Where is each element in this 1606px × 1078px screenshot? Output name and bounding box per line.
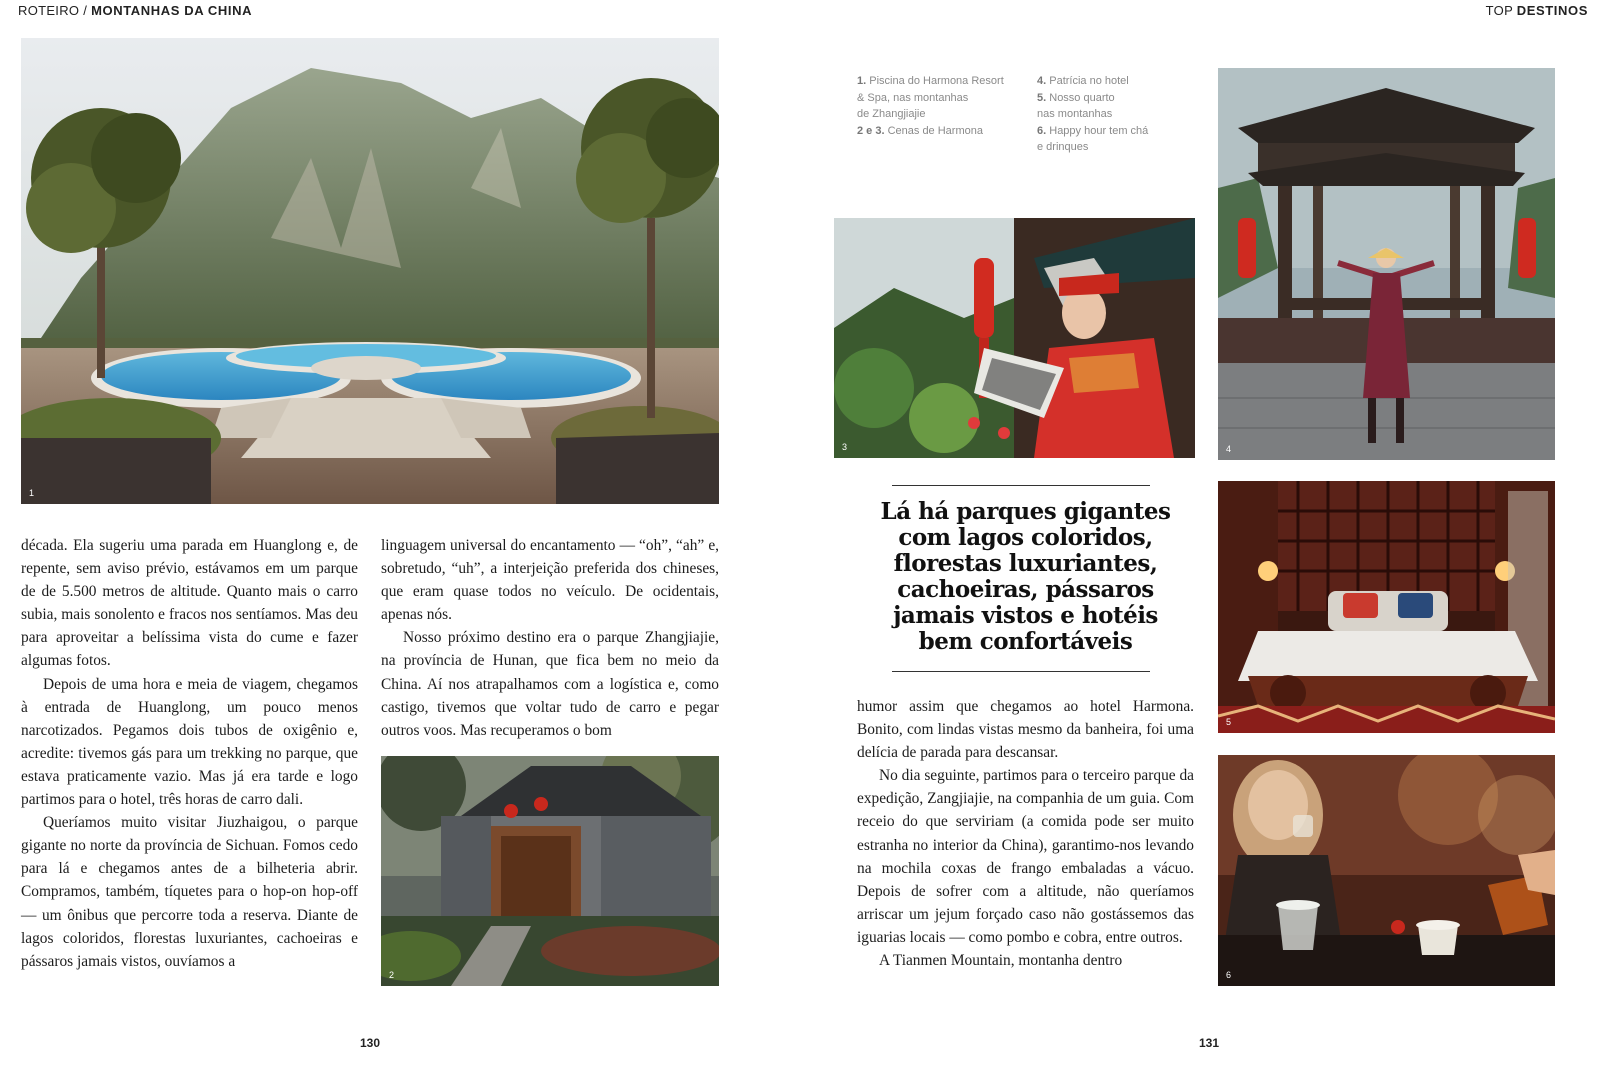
caption-1-line-2: & Spa, nas montanhas [857, 91, 969, 104]
caption-1-line-3: de Zhangjiajie [857, 108, 926, 120]
reading-illustration [834, 218, 1195, 458]
paragraph: humor assim que chegamos ao hotel Harmona. Bonito, com lindas vistas mesmo da banheira, foi uma delícia de parada para descansar. [857, 698, 1194, 762]
photo-tea-drinks [1218, 755, 1555, 986]
photo-number: 1 [29, 488, 35, 498]
paragraph: No dia seguinte, partimos para o terceiro parque da expedição, Zangjiajie, na companhia de um guia. Com receio do que serviriam (a comida pode ser muito estranha no interior da China), garantimo-nos levando na mochila coxas de frango embaladas a vácuo. Depois de sofrer com a altitude, não queríamos arriscar um jejum forçado caso não gostássemos das iguarias locais — como pombo e cobra, entre outros. [857, 767, 1194, 946]
pull-quote-line: florestas luxuriantes, [893, 550, 1158, 577]
pull-quote-line: com lagos coloridos, [898, 524, 1153, 551]
photo-number: 5 [1226, 717, 1232, 727]
caption-4: 4. Patrícia no hotel [1037, 75, 1129, 87]
section-header-right [1486, 3, 1588, 18]
photo-pool [21, 38, 719, 504]
quote-top-rule [892, 485, 1150, 486]
photo-woman-pavilion [1218, 68, 1555, 460]
section-title: MONTANHAS DA CHINA [91, 3, 253, 18]
article-column-3 [857, 695, 1194, 972]
pavilion-illustration [1218, 68, 1555, 460]
section-label: TOP [1485, 3, 1517, 18]
paragraph: Nosso próximo destino era o parque Zhangjiajie, na província de Hunan, que fica bem no meio da China. Aí nos atrapalhamos com a logística e, como castigo, tivemos que voltar tudo de carro e pegar outros voos. Mas recuperamos o bom [381, 629, 719, 739]
paragraph: década. Ela sugeriu uma parada em Huanglong e, de repente, sem aviso prévio, estávamos em um parque de de 5.500 metros de altitude. Quanto mais o carro subia, mais sonolento e fracos nos sentíamos. Mas deu para aproveitar a belíssima vista do cume e fazer algumas fotos. [21, 537, 358, 670]
article-column-2 [381, 534, 719, 742]
section-label: ROTEIRO / [18, 3, 92, 18]
article-column-1 [21, 534, 358, 973]
caption-5-line-2: nas montanhas [1037, 108, 1113, 120]
photo-number: 2 [389, 970, 395, 980]
tea-illustration [1218, 755, 1555, 986]
photo-bedroom [1218, 481, 1555, 733]
photo-number: 6 [1226, 970, 1232, 980]
caption-6-line-2: e drinques [1037, 141, 1089, 153]
pull-quote [857, 499, 1194, 655]
section-title: DESTINOS [1516, 3, 1588, 18]
photo-stone-building [381, 756, 719, 986]
caption-1: 1. Piscina do Harmona Resort [857, 75, 1004, 87]
pull-quote-line: Lá há parques gigantes [880, 498, 1171, 525]
caption-5: 5. Nosso quarto [1037, 91, 1115, 104]
pull-quote-line: bem confortáveis [918, 628, 1133, 655]
bedroom-illustration [1218, 481, 1555, 733]
photo-number: 3 [842, 442, 848, 452]
paragraph: A Tianmen Mountain, montanha dentro [879, 952, 1123, 970]
caption-6: 6. Happy hour tem chá [1037, 124, 1149, 137]
paragraph: Queríamos muito visitar Jiuzhaigou, o parque gigante no norte da província de Sichuan. Fomos cedo para lá e chegamos antes de a bilheteria abrir. Compramos, também, tíquetes para o hop-on hop-off — um ônibus que percorre toda a reserva. Diante de lagos coloridos, florestas luxuriantes, cachoeiras e pássaros jamais vistos, ouvíamos a [21, 814, 358, 970]
page-number-right: 131 [1199, 1036, 1220, 1050]
quote-bottom-rule [892, 671, 1150, 672]
building-illustration [381, 756, 719, 986]
photo-woman-reading [834, 218, 1195, 458]
photo-captions-column-1 [857, 73, 1027, 139]
pull-quote-line: cachoeiras, pássaros [897, 576, 1154, 603]
paragraph: linguagem universal do encantamento — “oh”, “ah” e, sobretudo, “uh”, a interjeição preferida dos chineses, que eram quase todos no veículo. De ocidentais, apenas nós. [381, 537, 719, 624]
section-header-left [18, 3, 252, 18]
caption-2-3: 2 e 3. Cenas de Harmona [857, 124, 983, 137]
photo-number: 4 [1226, 444, 1232, 454]
pull-quote-line: jamais vistos e hotéis [893, 602, 1158, 629]
pool-illustration [21, 38, 719, 504]
photo-captions-column-2 [1037, 73, 1197, 156]
page-number-left: 130 [360, 1036, 381, 1050]
paragraph: Depois de uma hora e meia de viagem, chegamos à entrada de Huanglong, um pouco menos narcotizados. Pegamos dois tubos de oxigênio e, acredite: tivemos gás para um trekking no parque, que estava praticamente vazio. Mas já era tarde e logo partimos para o hotel, três horas de carro dali. [21, 675, 358, 809]
